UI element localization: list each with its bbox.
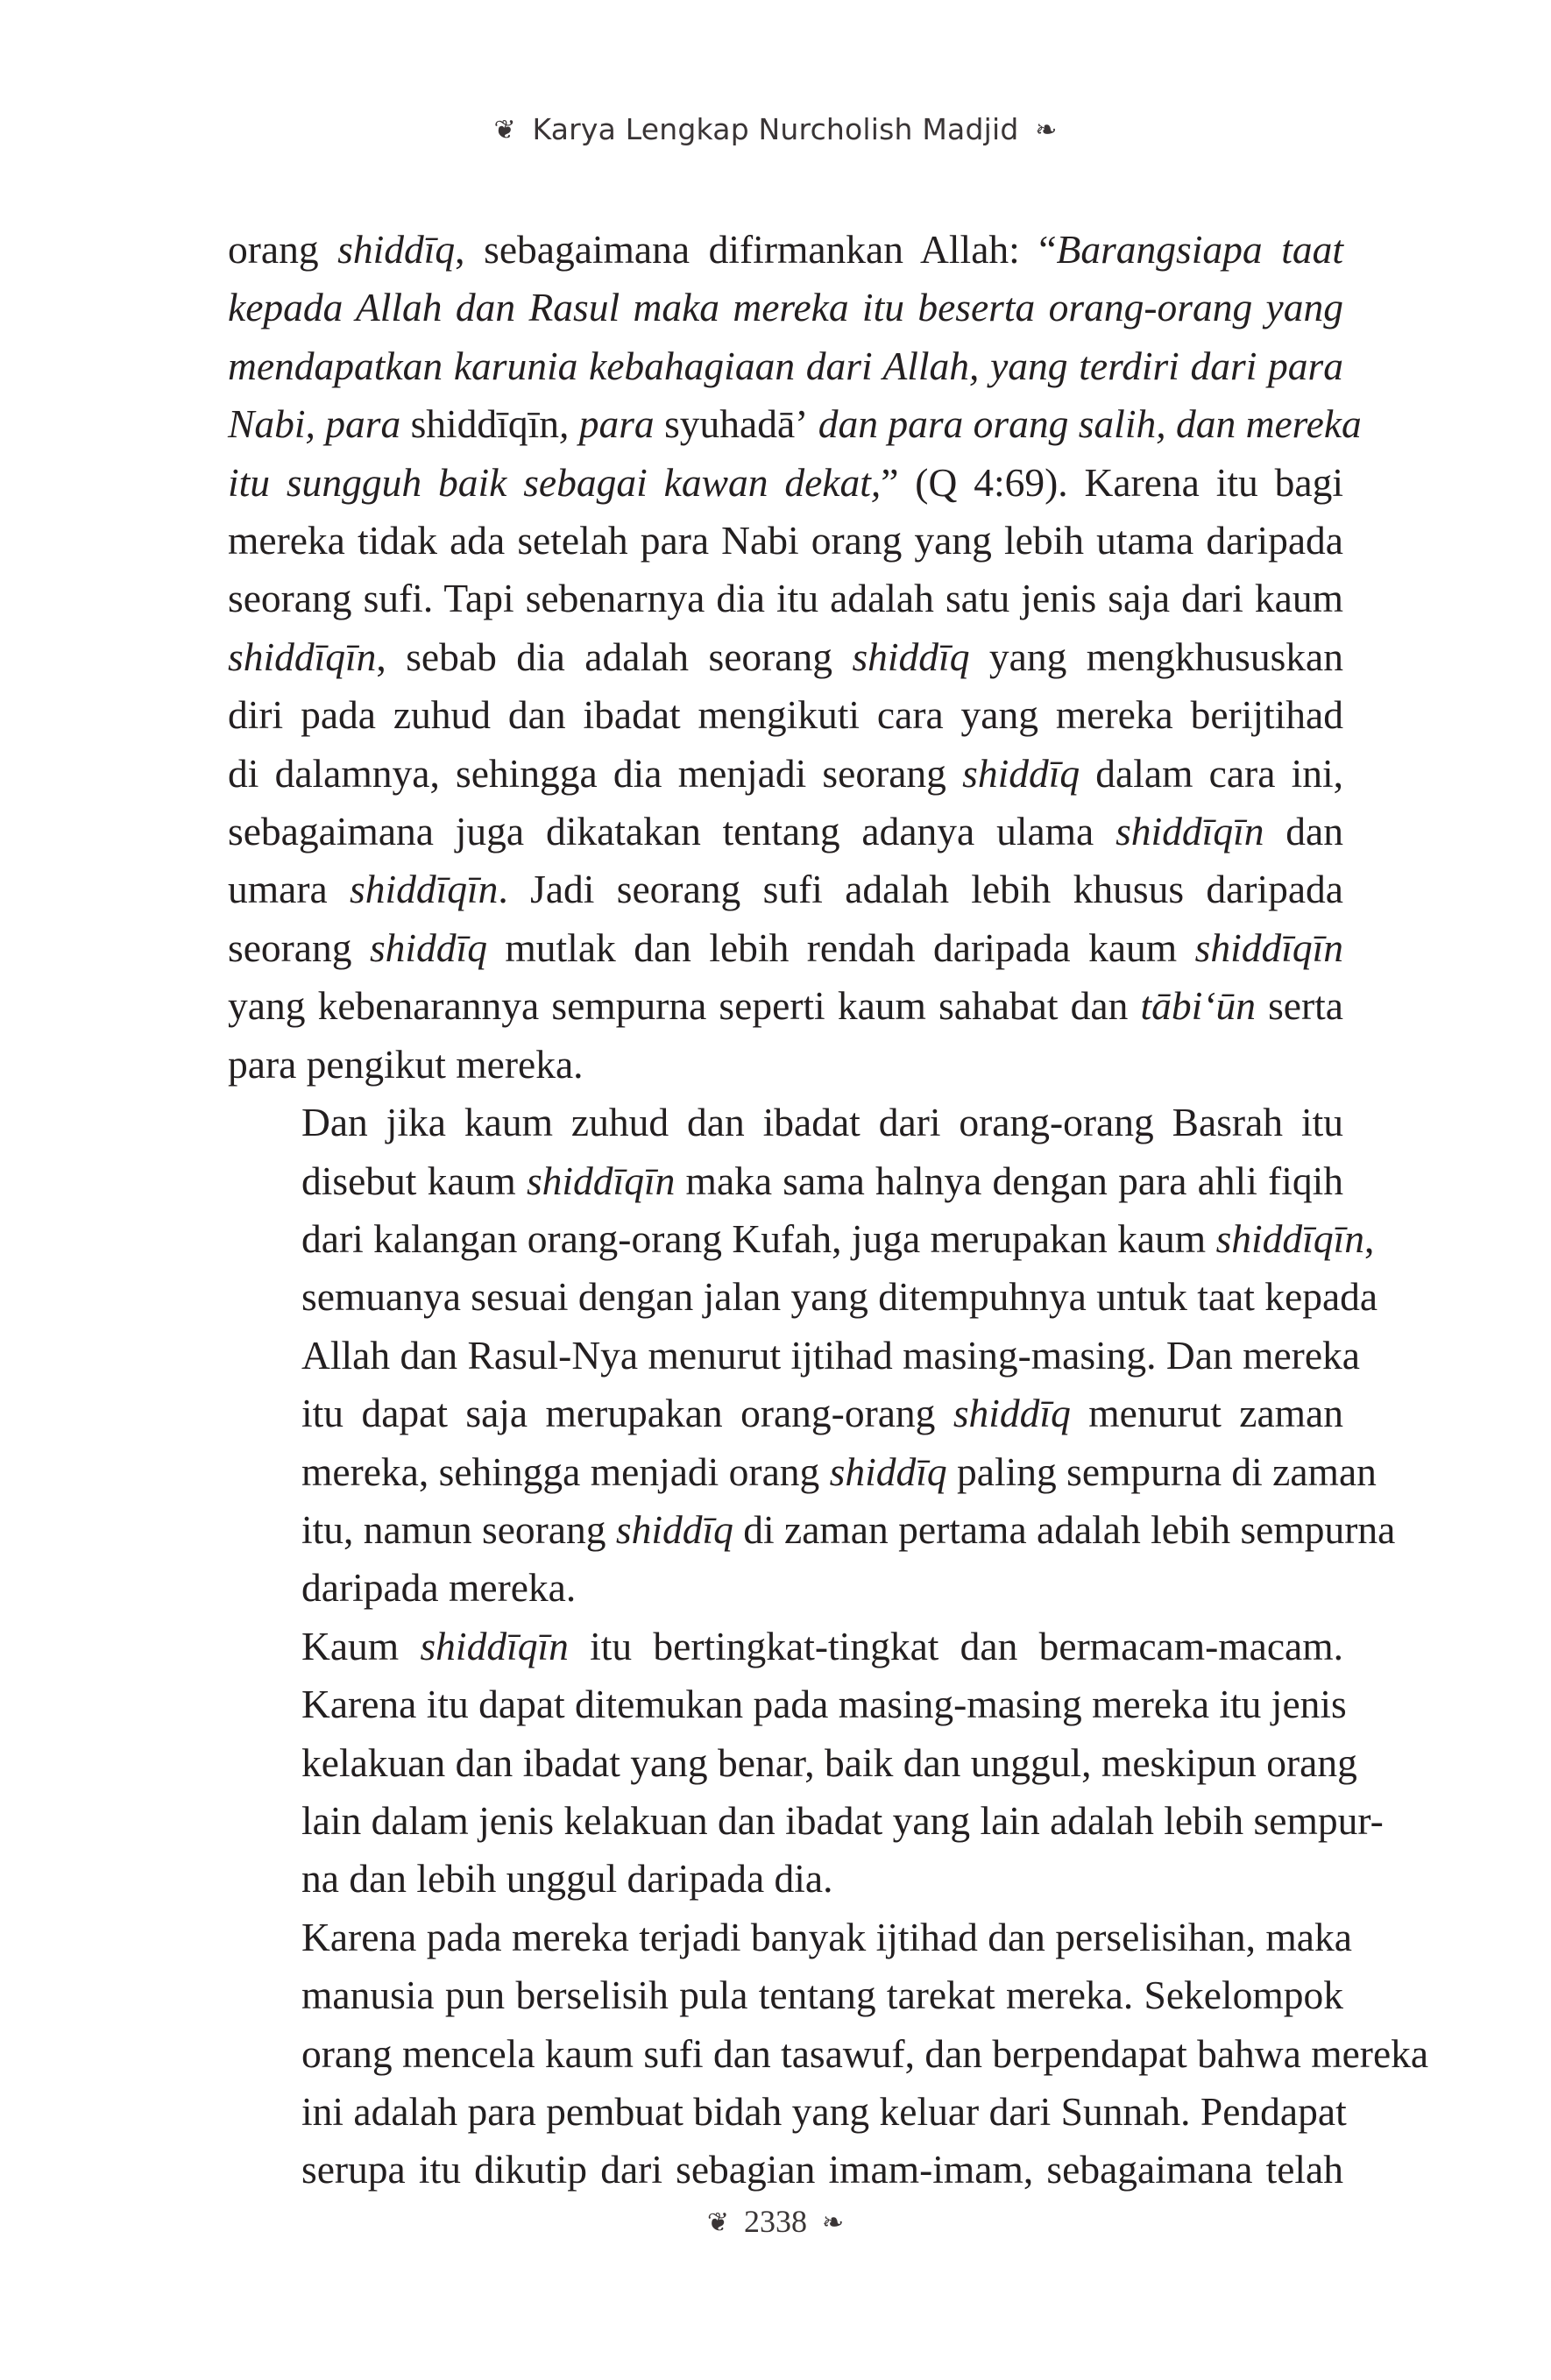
paragraph-1 (228, 221, 1362, 1094)
right-ornament-icon: ❧ (1035, 115, 1058, 145)
text-line: Kaum shiddīqīn itu bertingkat-tingkat dan bermacam-macam. (301, 1623, 1343, 1668)
text-line: itu, namun seorang shiddīq di zaman pertama adalah lebih sempurna (301, 1506, 1396, 1552)
text-line: Karena pada mereka terjadi banyak ijtihad dan perselisihan, maka (301, 1914, 1352, 1959)
text-line: para pengikut mereka. (228, 1041, 584, 1087)
body-text (228, 221, 1429, 2199)
text-line: diri pada zuhud dan ibadat mengikuti cara yang mereka berijtihad (228, 692, 1343, 738)
text-line: sebagaimana juga dikatakan tentang adanya ulama shiddīqīn dan (228, 809, 1343, 854)
text-line: orang shiddīq, sebagaimana difirmankan Allah: “Barangsiapa taat (228, 227, 1343, 272)
text-line: Nabi, para shiddīqīn, para syuhadā’ dan para orang salih, dan mereka (228, 401, 1362, 447)
left-ornament-icon: ❦ (706, 2207, 729, 2238)
text-line: di dalamnya, sehingga dia menjadi seorang shiddīq dalam cara ini, (228, 750, 1343, 796)
text-line: seorang shiddīq mutlak dan lebih rendah daripada kaum shiddīqīn (228, 924, 1343, 970)
text-line: daripada mereka. (301, 1565, 577, 1611)
running-header (0, 112, 1551, 146)
header-title: Karya Lengkap Nurcholish Madjid (532, 112, 1019, 146)
text-line: Karena itu dapat ditemukan pada masing-masing mereka itu jenis (301, 1682, 1347, 1727)
text-line: ini adalah para pembuat bidah yang keluar dari Sunnah. Pendapat (301, 2089, 1347, 2134)
text-line: lain dalam jenis kelakuan dan ibadat yang lain adalah lebih sempur- (301, 1797, 1384, 1843)
paragraph-3 (228, 1618, 1384, 1909)
text-line: dari kalangan orang-orang Kufah, juga merupakan kaum shiddīqīn, (301, 1215, 1375, 1261)
text-line: yang kebenarannya sempurna seperti kaum sahabat dan tābi‘ūn serta (228, 983, 1343, 1029)
text-line: mendapatkan karunia kebahagiaan dari Allah, yang terdiri dari para (228, 343, 1343, 388)
text-line: Dan jika kaum zuhud dan ibadat dari orang-orang Basrah itu (301, 1100, 1343, 1145)
text-line: itu sungguh baik sebagai kawan dekat,” (Q 4:69). Karena itu bagi (228, 459, 1343, 505)
text-line: shiddīqīn, sebab dia adalah seorang shiddīq yang mengkhususkan (228, 634, 1343, 679)
paragraph-2 (228, 1094, 1396, 1618)
left-ornament-icon: ❦ (493, 115, 516, 145)
text-line: mereka, sehingga menjadi orang shiddīq paling sempurna di zaman (301, 1449, 1377, 1494)
text-line: itu dapat saja merupakan orang-orang shiddīq menurut zaman (301, 1391, 1344, 1436)
page-number: 2338 (744, 2204, 807, 2239)
text-line: kelakuan dan ibadat yang benar, baik dan unggul, meskipun orang (301, 1739, 1357, 1785)
text-line: semuanya sesuai dengan jalan yang ditempuhnya untuk taat kepada (301, 1274, 1378, 1320)
text-line: umara shiddīqīn. Jadi seorang sufi adalah lebih khusus daripada (228, 867, 1343, 912)
text-line: manusia pun berselisih pula tentang tarekat mereka. Sekelompok (301, 1973, 1343, 2018)
page-footer (0, 2203, 1551, 2240)
text-line: na dan lebih unggul daripada dia. (301, 1856, 833, 1902)
paragraph-4 (228, 1909, 1429, 2199)
text-line: orang mencela kaum sufi dan tasawuf, dan berpendapat bahwa mereka (301, 2030, 1429, 2076)
text-line: seorang sufi. Tapi sebenarnya dia itu adalah satu jenis saja dari kaum (228, 576, 1343, 621)
right-ornament-icon: ❧ (822, 2207, 845, 2238)
text-line: kepada Allah dan Rasul maka mereka itu beserta orang-orang yang (228, 285, 1343, 330)
text-line: Allah dan Rasul-Nya menurut ijtihad masing-masing. Dan mereka (301, 1332, 1360, 1378)
text-line: mereka tidak ada setelah para Nabi orang yang lebih utama daripada (228, 518, 1343, 563)
text-line: disebut kaum shiddīqīn maka sama halnya dengan para ahli fiqih (301, 1158, 1343, 1203)
text-line: serupa itu dikutip dari sebagian imam-imam, sebagaimana telah (301, 2147, 1343, 2192)
